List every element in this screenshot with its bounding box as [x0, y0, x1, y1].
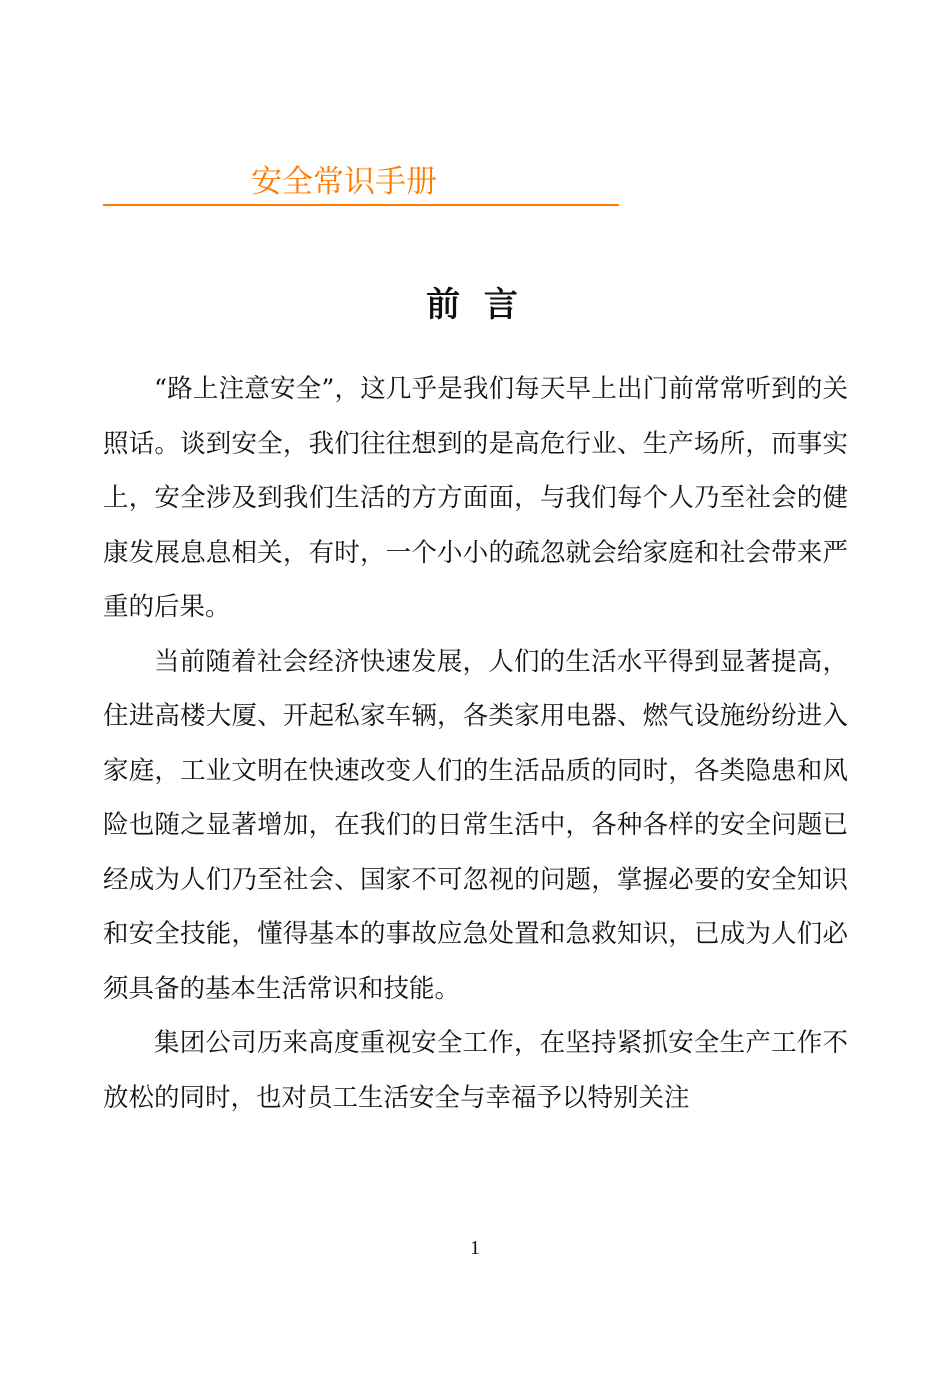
page-number: 1	[470, 1237, 480, 1259]
document-title: 安全常识手册	[251, 164, 437, 200]
document-title-block	[103, 160, 619, 206]
paragraph-2: 当前随着社会经济快速发展，人们的生活水平得到显著提高，住进高楼大厦、开起私家车辆，各类家用电器、燃气设施纷纷进入家庭，工业文明在快速改变人们的生活品质的同时，各类隐患和风险也随之显著增加，在我们的日常生活中，各种各样的安全问题已经成为人们乃至社会、国家不可忽视的问题，掌握必要的安全知识和安全技能，懂得基本的事故应急处置和急救知识，已成为人们必须具备的基本生活常识和技能。	[103, 646, 848, 1004]
section-heading: 前 言	[426, 285, 524, 325]
body-text	[103, 362, 848, 1125]
paragraph-1: “路上注意安全”，这几乎是我们每天早上出门前常常听到的关照话。谈到安全，我们往往想到的是高危行业、生产场所，而事实上，安全涉及到我们生活的方方面面，与我们每个人乃至社会的健康发展息息相关，有时，一个小小的疏忽就会给家庭和社会带来严重的后果。	[103, 374, 848, 622]
paragraph-3: 集团公司历来高度重视安全工作，在坚持紧抓安全生产工作不放松的同时，也对员工生活安全与幸福予以特别关注	[103, 1028, 848, 1113]
